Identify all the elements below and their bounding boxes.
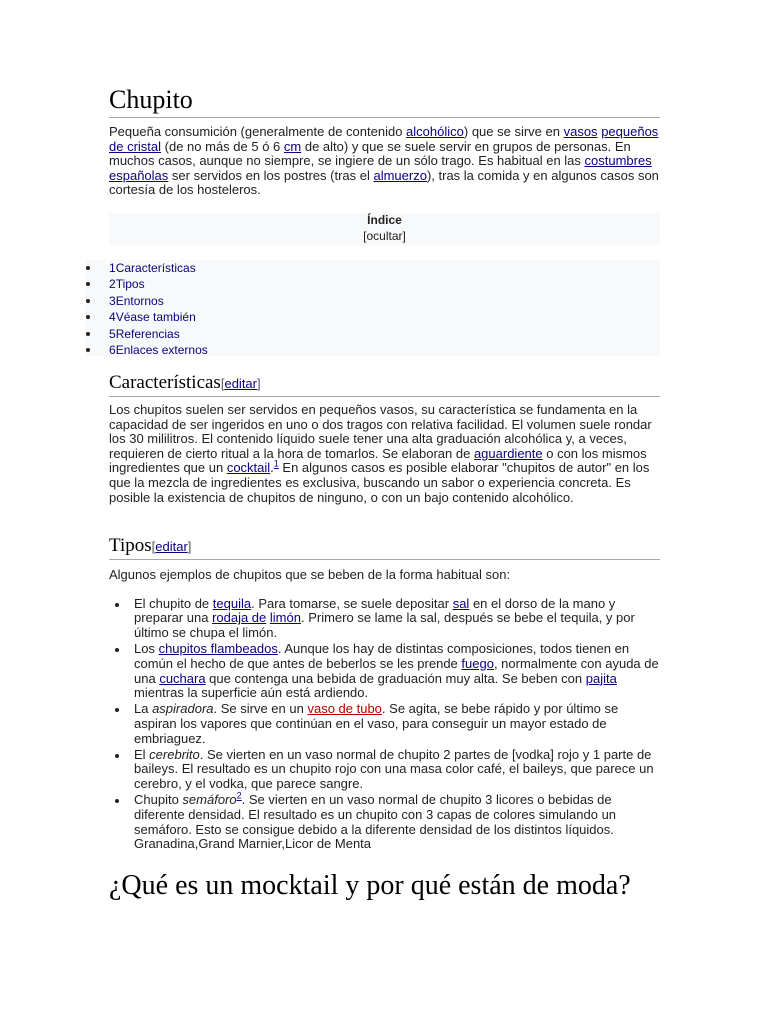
text: El: [134, 746, 150, 762]
toc-number: 5: [109, 326, 116, 341]
text: . Se vierten en un vaso normal de chupito 3 licores o bebidas de diferente densidad. El resultado es un chupito con 3 capas de colores simulando un semáforo. Esto se consigue debido a la diferente densidad de los distintos líquidos. Granadina,Grand Marnier,Licor de Menta: [134, 791, 617, 852]
text: mientras la superficie aún está ardiendo.: [134, 685, 369, 701]
text: (de no más de 5 ó 6: [161, 138, 284, 154]
section-caracteristicas: [109, 371, 660, 505]
toc-item[interactable]: [86, 309, 660, 325]
toc-link-vease-tambien[interactable]: [109, 310, 196, 324]
edit-link[interactable]: editar: [224, 376, 257, 391]
bracket: ]: [187, 539, 192, 554]
text: Pequeña consumición (generalmente de contenido: [109, 124, 407, 139]
text: . Para tomarse, se suele depositar: [251, 595, 453, 611]
toc-link-referencias[interactable]: [109, 327, 180, 341]
toc-number: 6: [109, 343, 116, 358]
link-rodaja-de[interactable]: rodaja de: [212, 610, 267, 626]
intro-paragraph: [109, 125, 660, 198]
link-limon[interactable]: limón: [269, 610, 301, 626]
bracket: [: [151, 539, 156, 554]
italic-term: semáforo: [182, 791, 237, 807]
text: .: [270, 460, 274, 476]
link-fuego[interactable]: fuego: [461, 655, 494, 671]
toc-label: Entornos: [115, 293, 164, 308]
related-article-title[interactable]: ¿Qué es un mocktail y por qué están de moda?: [109, 870, 631, 901]
bracket: [: [220, 376, 225, 391]
reference-link[interactable]: 1: [273, 459, 279, 470]
heading-text: Características: [109, 372, 221, 393]
reference-link[interactable]: 2: [236, 790, 242, 801]
text: , normalmente con ayuda de una: [134, 655, 659, 686]
edit-section: [152, 539, 192, 554]
section-heading: [109, 534, 660, 560]
link-aguardiente[interactable]: aguardiente: [473, 445, 543, 461]
link-alcoholico[interactable]: alcohólico: [406, 124, 464, 139]
link-cocktail[interactable]: cocktail: [226, 460, 271, 476]
edit-section: [221, 376, 261, 391]
italic-term: cerebrito: [149, 746, 200, 762]
toc-item[interactable]: [86, 342, 660, 358]
link-tequila[interactable]: tequila: [212, 595, 252, 611]
text: . Se agita, se bebe rápido y por último se aspiran los vapores que continúan en el vaso, para conseguir un mayor estado de embriaguez.: [134, 701, 619, 746]
toc-label: Véase también: [115, 310, 196, 325]
toc-label: Referencias: [115, 326, 180, 341]
link-pajita[interactable]: pajita: [585, 670, 617, 686]
link-sal[interactable]: sal: [452, 595, 470, 611]
toc-number: 4: [109, 310, 116, 325]
toc-link-entornos[interactable]: [109, 294, 164, 308]
text: ser servidos en los postres (tras el: [168, 167, 374, 183]
text: Los: [134, 640, 159, 656]
toc-header: [109, 213, 660, 245]
link-cm[interactable]: cm: [283, 138, 302, 154]
toc-title: Índice: [367, 212, 402, 227]
link-pequenos-de-cristal[interactable]: pequeños de cristal: [109, 124, 659, 154]
text: que contenga una bebida de graduación muy alta. Se beben con: [205, 670, 586, 686]
section-heading: [109, 371, 660, 397]
link-vaso-de-tubo[interactable]: vaso de tubo: [307, 701, 382, 717]
toc-number: 3: [109, 293, 116, 308]
article: [109, 84, 660, 852]
text: El chupito de: [134, 595, 213, 611]
text: . Primero se lame la sal, después se bebe el tequila, y por último se chupa el limón.: [134, 610, 635, 641]
toc-toggle-button[interactable]: [ocultar]: [363, 228, 406, 243]
text: La: [134, 701, 153, 717]
heading-text: Tipos: [109, 535, 152, 556]
text: En algunos casos es posible elaborar "chupitos de autor" en los que la mezcla de ingredientes es exclusiva, buscando un sabor o experiencia concreta. Es posible la existencia de chupitos de ninguno, o con un bajo contenido alcohólico.: [109, 460, 650, 505]
text: ), tras la comida y en algunos casos son cortesía de los hosteleros.: [109, 167, 659, 198]
toc-item[interactable]: [86, 293, 660, 309]
text: o con los mismos ingredientes que un: [109, 445, 647, 476]
italic-term: aspiradora: [152, 701, 214, 717]
caracteristicas-paragraph: [109, 403, 660, 505]
tipos-intro: Algunos ejemplos de chupitos que se beben de la forma habitual son:: [109, 567, 511, 582]
toc-link-enlaces-externos[interactable]: [109, 343, 208, 357]
toc-item[interactable]: [86, 276, 660, 292]
text: ) que se sirve en: [463, 124, 564, 139]
link-costumbres-espanolas[interactable]: costumbres españolas: [109, 153, 652, 183]
list-item: [134, 642, 660, 701]
link-vasos[interactable]: vasos: [563, 124, 598, 139]
toc-label: Características: [115, 261, 196, 275]
text: . Se vierten en un vaso normal de chupito 2 partes de [vodka] rojo y 1 parte de baileys. El resultado es un chupito rojo con una masa color café, el baileys, que parece un cerebro, y el vodka, que parece sangre.: [134, 746, 654, 792]
tipos-list: [109, 597, 660, 853]
text: . Aunque los hay de distintas composiciones, todos tienen en común el hecho de que antes de beberlos se les prende: [134, 640, 630, 671]
text: Chupito: [134, 791, 183, 807]
toc-label: Enlaces externos: [115, 343, 208, 358]
text: en el dorso de la mano y preparar una: [134, 595, 616, 626]
link-almuerzo[interactable]: almuerzo: [373, 167, 427, 183]
toc-link-caracteristicas[interactable]: [109, 261, 196, 275]
toc-number: 2: [109, 277, 116, 292]
link-cuchara[interactable]: cuchara: [159, 670, 206, 686]
section-tipos: [109, 534, 660, 853]
link-chupitos-flambeados[interactable]: chupitos flambeados: [158, 640, 278, 656]
list-item: [134, 748, 660, 792]
toc-list: [86, 260, 660, 356]
list-item: [134, 597, 660, 641]
text: Los chupitos suelen ser servidos en pequeños vasos, su característica se fundamenta en la capacidad de ser ingeridos en uno o dos tragos con relativa facilidad. El volumen suele rondar los 30 mililitros. El contenido líquido suele tener una alta graduación alcohólica y, a veces, requieren de cierto ritual a la hora de tomarlos. Se elaboran de: [109, 402, 652, 461]
page-title: Chupito: [109, 84, 660, 118]
toc-label: Tipos: [115, 277, 145, 292]
edit-link[interactable]: editar: [155, 539, 188, 554]
bracket: ]: [257, 376, 261, 391]
text: . Se sirve en un: [213, 701, 308, 717]
toc-item[interactable]: [86, 260, 660, 276]
list-item: [134, 702, 660, 746]
toc-number: 1: [109, 261, 116, 275]
list-item: [134, 790, 660, 852]
toc-link-tipos[interactable]: [109, 277, 145, 291]
text: de alto) y que se suele servir en grupos de personas. En muchos casos, aunque no siempre, se ingiere de un sólo trago. Es habitual en las: [109, 138, 631, 169]
toc-item[interactable]: [86, 326, 660, 342]
